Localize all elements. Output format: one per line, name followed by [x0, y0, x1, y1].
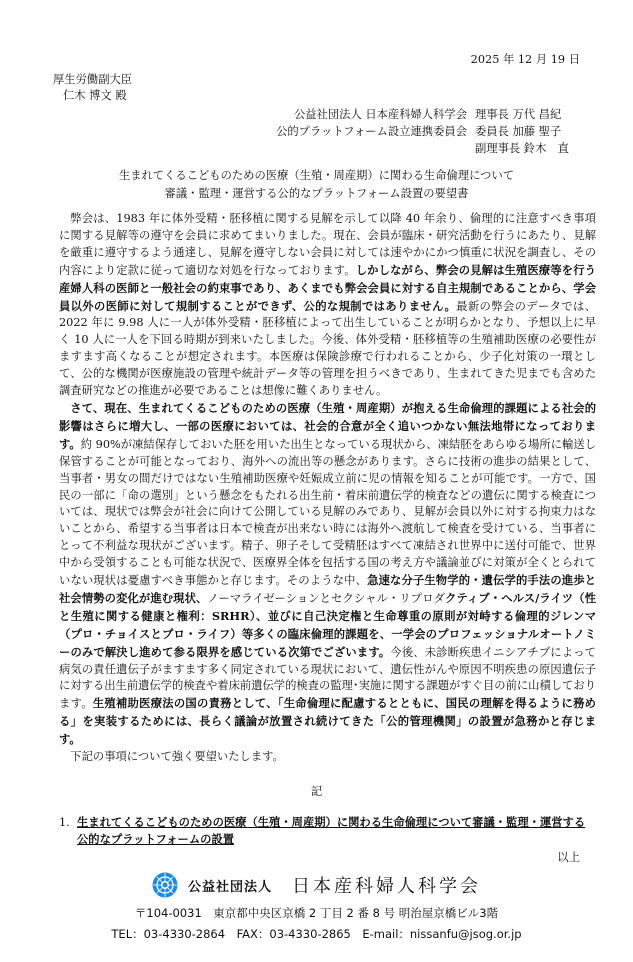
- body-paragraph: [59, 211, 596, 400]
- addressee-title: 厚生労働副大臣: [53, 73, 133, 86]
- bold-text-segment: しかしながら、弊会の見解は生殖医療等を行う産婦人科の医師と一般社会の約束事であり、あくまでも弊会会員に対する自主規制であることから、学会員以外の医師に対して規制することができず、公的な規制ではありません。: [59, 262, 596, 313]
- bold-text-segment: クティブ・ヘルス/ライツ（性と生殖に関する健康と権利：SRHR）、並びに自己決定権と生命尊重の原則が対峙する倫理的ジレンマ（プロ・チョイスとプロ・ライフ）等多くの臨床倫理的課題を、一学会のプロフェッショナルオートノミーのみで解決し進めて参る限界を感じている次第でございます。: [59, 590, 596, 659]
- sender-org: 公益社団法人 日本産科婦人科学会: [293, 108, 467, 121]
- sender-row: [53, 106, 595, 123]
- org-name: 日本産科婦人科学会: [292, 876, 481, 897]
- request-item: [59, 814, 596, 848]
- org-logo-row: [0, 872, 633, 898]
- title-line: 審議・監理・運営する公的なプラットフォーム設置の要望書: [164, 187, 469, 200]
- org-type: 公益社団法人: [187, 879, 272, 895]
- bold-text-segment: 生殖補助医療法の国の責務として、「生命倫理に配慮するとともに、国民の理解を得るように務める」を実装するためには、長らく議論が放置され続けてきた「公的管理機関」の設置が急務かと存じます。: [59, 696, 596, 747]
- document-title: [0, 167, 633, 203]
- text-segment: 下記の事項について強く要望いたします。: [70, 750, 284, 764]
- text-segment: 最新の弊会のデータでは、2022 年に 9.98 人に一人が体外受精・胚移植によって出生していることが明らかとなり、予想以上に早く 10 人に一人を下回る時期が到来いたしました。今後、体外受精・胚移植等の生殖補助医療の必要性がますます高くなることが想定されます。本医療は保険診療で行われることから、少子化対策の一環として、公的な機関が医療施設の管理や統計データ等の管理を担うべきであり、生まれてきた児までも含めた調査研究などの推進が必要であることは想像に難くありません。: [59, 299, 596, 398]
- addressee-name: 仁木 博文 殿: [63, 89, 127, 102]
- body-paragraph: [59, 400, 596, 749]
- letterhead-footer: [0, 872, 633, 942]
- jsog-logo-icon: [152, 872, 178, 898]
- body-paragraph: [59, 749, 596, 766]
- title-line: 生まれてくるこどものための医療（生殖・周産期）に関わる生命倫理について: [118, 169, 515, 182]
- closing: 以上: [557, 851, 580, 864]
- ki-heading: 記: [310, 785, 323, 798]
- sender-row: [53, 123, 595, 140]
- text-segment: ノーマライゼーションとセクシャル・リプロダ: [207, 591, 446, 605]
- bold-text-segment: 急速な分子生物学的・遺伝学的手法の進歩と社会情勢の変化が進む現状、: [59, 573, 596, 605]
- addressee: [53, 72, 595, 104]
- bold-text-segment: さて、現在、生まれてくるこどものための医療（生殖・周産期）が抱える生命倫理的課題による社会的影響はさらに増大し、一部の医療においては、社会的合意が全く追いつかない無法地帯になっております。: [59, 400, 596, 451]
- item-text: 生まれてくるこどものための医療（生殖・周産期）に関わる生命倫理について審議・監理・運営する公的なプラットフォームの設置: [77, 815, 586, 846]
- sender-role: 副理事長 鈴木 直: [475, 142, 569, 155]
- text-segment: 弊会は、1983 年に体外受精・胚移植に関する見解を示して以降 40 年余り、倫理的に注意すべき事項に関する見解等の遵守を会員に求めてまいりました。現在、会員が臨床・研究活動を行うにあたり、見解を厳重に遵守するよう通達し、見解を遵守しない会員に対しては速やかにかつ慎重に状況を調査し、その内容により定款に従って適切な対処を行なっております。: [59, 212, 596, 277]
- document-date: 2025 年 12 月 19 日: [470, 53, 580, 66]
- org-address: 〒104-0031 東京都中央区京橋 2 丁目 2 番 8 号 明治屋京橋ビル3階: [134, 906, 499, 920]
- item-number: 1.: [59, 816, 70, 829]
- document-body: [59, 211, 596, 766]
- org-contact: TEL：03-4330-2864 FAX：03-4330-2865 E-mail：nissanfu@jsog.or.jp: [111, 927, 522, 941]
- sender-org: 公的プラットフォーム設立連携委員会: [276, 125, 467, 138]
- text-segment: 今後、未診断疾患イニシアチブによって病気の責任遺伝子がますます多く同定されている現状において、遺伝性がんや原因不明疾患の原因遺伝子に対する出生前遺伝学的検査や着床前遺伝学的検査の監理･実施に関する課題がすぐ目の前に山積しております。: [59, 645, 596, 711]
- text-segment: 約 90%が凍結保存しておいた胚を用いた出生となっている現状から、凍結胚をあらゆる場所に輸送し保管することが可能となっており、海外への流出等の懸念があります。さらに技術の進歩の結果として、当事者・男女の間だけではない生殖補助医療や妊娠成立前に児の情報を知ることが可能です。一方で、国民の一部に「命の選別」という懸念をもたれる出生前・着床前遺伝学的検査などの遺伝に関する検査については、現状では弊会が社会に向けて公開している見解のみであり、見解が会員以外に対する拘束力はないことから、希望する当事者は日本で検査が出来ない時には海外へ渡航して検査を受けている、当事者にとって不利益な現状がございます。精子、卵子そして受精胚はすべて凍結され世界中に送付可能で、世界中から受領することも可能な状況で、医療界全体を包括する国の考え方や議論並びに対策が全くとられていない現状は憂慮すべき事態かと存じます。そのような中、: [59, 437, 596, 588]
- sender-row: [53, 140, 595, 157]
- sender-role: 委員長 加藤 聖子: [475, 125, 562, 138]
- senders: [53, 106, 595, 157]
- sender-role: 理事長 万代 昌紀: [475, 108, 562, 121]
